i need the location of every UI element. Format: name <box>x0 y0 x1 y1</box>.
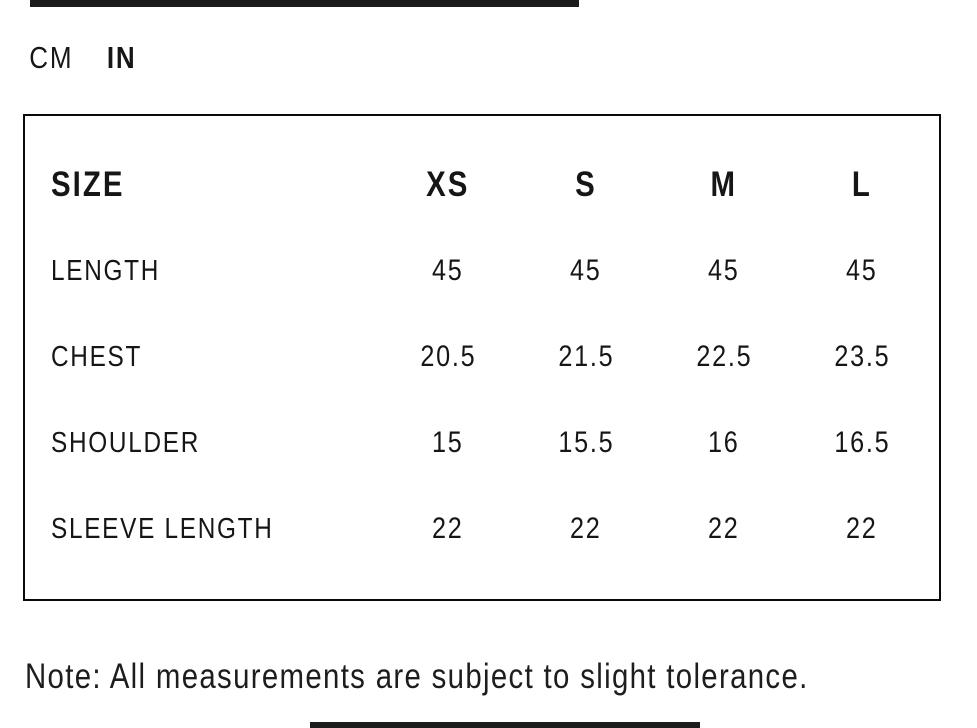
column-header-m: M <box>710 165 738 204</box>
unit-cm-label: CM <box>29 40 74 75</box>
column-header-size: SIZE <box>51 165 125 204</box>
value-length-xs: 45 <box>432 254 464 287</box>
value-sleeve-s: 22 <box>570 512 602 545</box>
cropped-text-top <box>30 0 579 7</box>
value-shoulder-m: 16 <box>708 426 740 459</box>
unit-cm-button[interactable] <box>25 40 78 76</box>
value-chest-m: 22.5 <box>695 340 753 373</box>
size-chart-header-row <box>25 142 939 228</box>
table-row-chest <box>25 314 939 400</box>
value-shoulder-xs: 15 <box>432 426 464 459</box>
column-header-l: L <box>851 165 873 204</box>
value-chest-s: 21.5 <box>557 340 615 373</box>
value-sleeve-m: 22 <box>708 512 740 545</box>
value-shoulder-l: 16.5 <box>833 426 891 459</box>
unit-in-button[interactable] <box>104 40 139 76</box>
value-chest-l: 23.5 <box>833 340 891 373</box>
row-label: SLEEVE LENGTH <box>51 512 274 545</box>
value-length-l: 45 <box>846 254 878 287</box>
column-header-s: S <box>575 165 597 204</box>
row-label: LENGTH <box>51 254 161 287</box>
column-header-xs: XS <box>426 165 470 204</box>
value-length-s: 45 <box>570 254 602 287</box>
value-sleeve-l: 22 <box>846 512 878 545</box>
value-length-m: 45 <box>708 254 740 287</box>
row-label: CHEST <box>51 340 143 373</box>
table-row-length <box>25 228 939 314</box>
row-label: SHOULDER <box>51 426 201 459</box>
value-shoulder-s: 15.5 <box>557 426 615 459</box>
unit-toggle <box>25 40 139 76</box>
table-row-sleeve-length <box>25 486 939 572</box>
size-chart-table <box>23 114 941 601</box>
table-row-shoulder <box>25 400 939 486</box>
tolerance-note: Note: All measurements are subject to slight tolerance. <box>25 657 809 696</box>
unit-in-label: IN <box>106 40 137 75</box>
cropped-text-bottom <box>310 722 700 728</box>
value-chest-xs: 20.5 <box>419 340 477 373</box>
value-sleeve-xs: 22 <box>432 512 464 545</box>
